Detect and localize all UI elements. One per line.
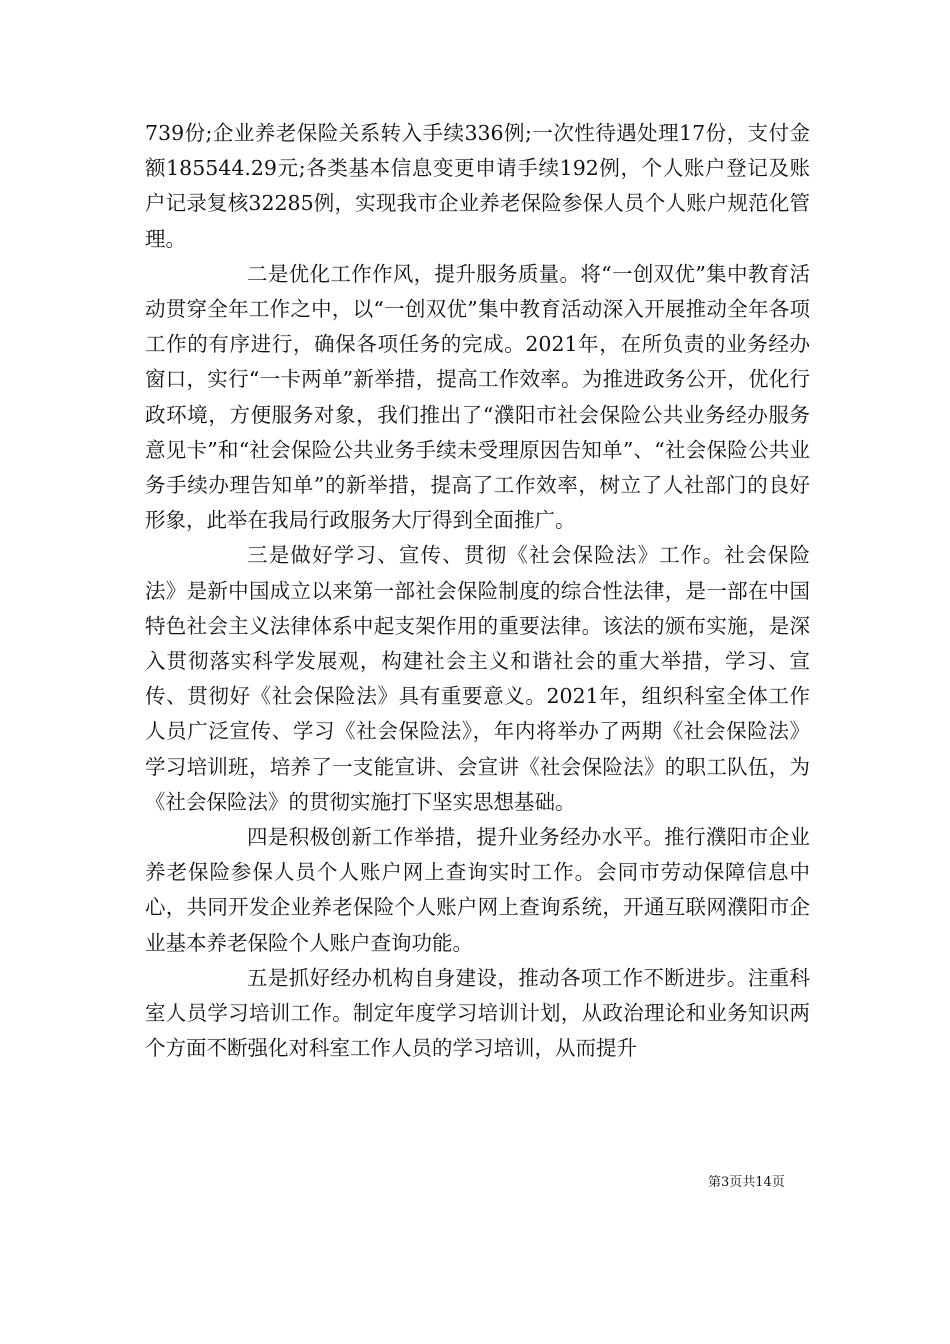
document-body [145,116,810,1066]
page-number-footer: 第3页共14页 [708,1175,785,1190]
paragraph-1: 739份;企业养老保险关系转入手续336例;一次性待遇处理17份，支付金额185544.29元;各类基本信息变更申请手续192例，个人账户登记及账户记录复核32285例，实现我市企业养老保险参保人员个人账户规范化管理。 [145,121,810,251]
paragraph-5: 五是抓好经办机构自身建设，推动各项工作不断进步。注重科室人员学习培训工作。制定年度学习培训计划，从政治理论和业务知识两个方面不断强化对科室工作人员的学习培训，从而提升 [145,965,810,1061]
paragraph-2: 二是优化工作作风，提升服务质量。将“一创双优”集中教育活动贯穿全年工作之中，以“一创双优”集中教育活动深入开展推动全年各项工作的有序进行，确保各项任务的完成。2021年，在所负责的业务经办窗口，实行“一卡两单”新举措，提高工作效率。为推进政务公开，优化行政环境，方便服务对象，我们推出了“濮阳市社会保险公共业务经办服务意见卡”和“社会保险公共业务手续未受理原因告知单”、“社会保险公共业务手续办理告知单”的新举措，提高了工作效率，树立了人社部门的良好形象，此举在我局行政服务大厅得到全面推广。 [145,261,810,533]
paragraph-4: 四是积极创新工作举措，提升业务经办水平。推行濮阳市企业养老保险参保人员个人账户网上查询实时工作。会同市劳动保障信息中心，共同开发企业养老保险个人账户网上查询系统，开通互联网濮阳市企业基本养老保险个人账户查询功能。 [145,825,810,955]
paragraph-3: 三是做好学习、宣传、贯彻《社会保险法》工作。社会保险法》是新中国成立以来第一部社会保险制度的综合性法律，是一部在中国特色社会主义法律体系中起支架作用的重要法律。该法的颁布实施，是深入贯彻落实科学发展观，构建社会主义和谐社会的重大举措，学习、宣传、贯彻好《社会保险法》具有重要意义。2021年，组织科室全体工作人员广泛宣传、学习《社会保险法》，年内将举办了两期《社会保险法》学习培训班，培养了一支能宣讲、会宣讲《社会保险法》的职工队伍，为《社会保险法》的贯彻实施打下坚实思想基础。 [145,543,810,814]
